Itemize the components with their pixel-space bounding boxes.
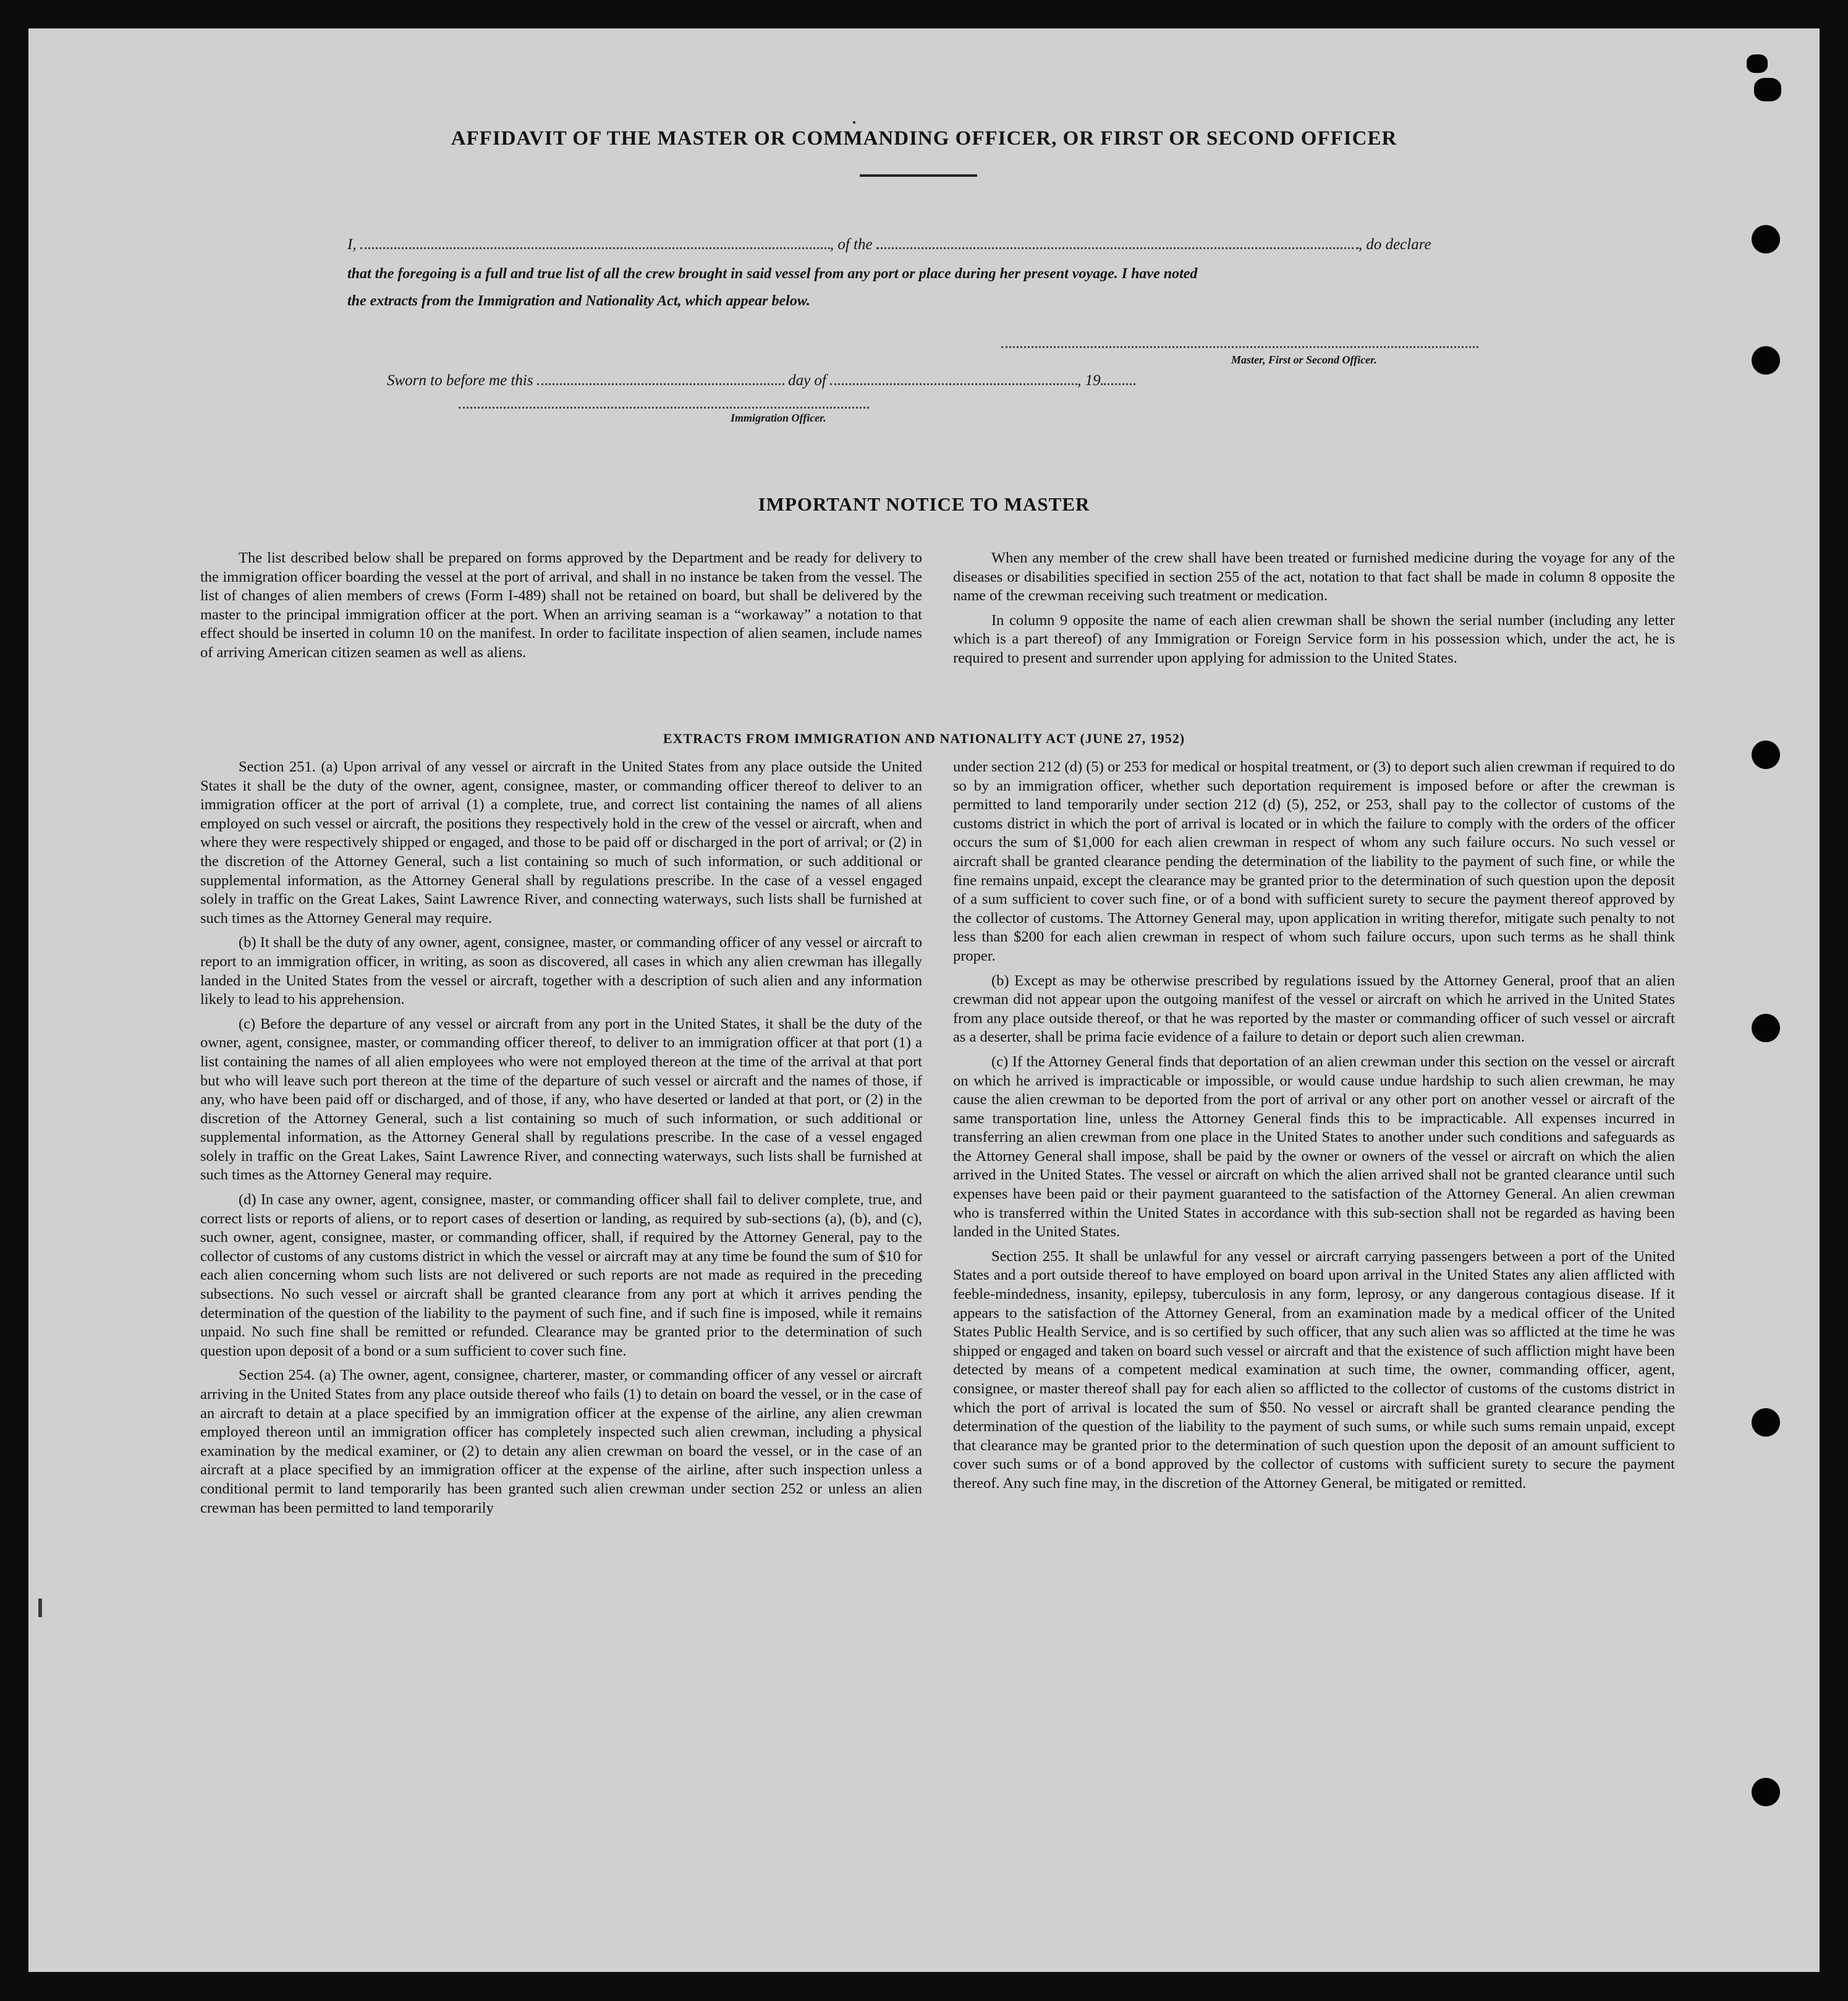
section-251-d: (d) In case any owner, agent, consignee, master, or commanding officer shall fail to deliver complete, true, and correct lists or reports of aliens, or to report cases of desertion or landing, as required by sub-sections (a), (b), and (c), such owner, agent, consignee, master, or commanding officer, shall, if required by the Attorney General, pay to the collector of customs of any customs district in which the vessel or aircraft may at any time be found the sum of $10 for each alien concerning whom such lists are not delivered or such reports are not made as required in the preceding subsections. No such vessel or aircraft shall be granted clearance from any port at which it arrives pending the determination of the question of the liability to the payment of such fine, and if such fine is imposed, while it remains unpaid. No such fine shall be remitted or refunded. Clearance may be granted prior to the determination of such question upon deposit of a bond or a sum sufficient to cover such fine.	[200, 1191, 922, 1359]
binder-hole	[1752, 346, 1780, 375]
corner-blot	[1754, 78, 1781, 101]
binder-hole	[1752, 1014, 1780, 1042]
vessel-field[interactable]	[876, 236, 1358, 249]
extracts-left-column	[200, 758, 922, 1523]
section-251-a: Section 251. (a) Upon arrival of any vessel or aircraft in the United States from any place outside the United States it shall be the duty of the owner, agent, consignee, master, or commanding officer thereof to deliver to an immigration officer at the port of arrival (1) a complete, true, and correct list containing the names of all aliens employed on such vessel or aircraft, the positions they respectively hold in the crew of the vessel or aircraft, when and where they were respectively shipped or engaged, and those to be paid off or discharged in the port of arrival; or (2) in the discretion of the Attorney General, such a list containing so much of such information, or such additional or supplemental information, as the Attorney General shall by regulations prescribe. In the case of a vessel engaged solely in traffic on the Great Lakes, Saint Lawrence River, and connecting waterways, such lists shall be furnished at such times as the Attorney General may require.	[200, 758, 922, 927]
document-page	[28, 28, 1820, 1972]
section-254-a: Section 254. (a) The owner, agent, consignee, charterer, master, or commanding officer of any vessel or aircraft arriving in the United States from any place outside thereof who fails (1) to detain on board the vessel, or in the case of an aircraft to detain at a place specified by an immigration officer at the expense of the airline, any alien crewman employed thereon until an immigration officer has completely inspected such alien crewman, including a physical examination by the medical examiner, or (2) to detain any alien crewman on board the vessel, or in the case of an aircraft at a place specified by an immigration officer at the expense of the airline, after such inspection unless a conditional permit to land temporarily has been granted such alien crewman under section 252 or unless an alien crewman has been permitted to land temporarily	[200, 1367, 922, 1516]
sworn-line	[387, 372, 1555, 389]
section-254-b: (b) Except as may be otherwise prescribed by regulations issued by the Attorney General, proof that an alien crewman did not appear upon the outgoing manifest of the vessel or aircraft on which he arrived in the United States from any place outside thereof, or that he was reported by the master or commanding officer of such vessel or aircraft as a deserter, shall be prima facie evidence of a failure to detain or deport such alien crewman.	[953, 972, 1675, 1046]
scan-mark	[38, 1599, 42, 1617]
declaration-i: I,	[347, 236, 357, 253]
section-254-a-continued: under section 212 (d) (5) or 253 for medical or hospital treatment, or (3) to deport such alien crewman if required to do so by an immigration officer, whether such deportation requirement is imposed before or after the crewman is permitted to land temporarily under section 212 (d) (5), 252, or 253, shall pay to the collector of customs of the customs district in which the port of arrival is located or in which the failure to comply with the orders of the officer occurs the sum of $1,000 for each alien crewman in respect of whom any such failure occurs. No such vessel or aircraft shall be granted clearance pending the determination of the liability to the payment of such fine, or while the fine remains unpaid, except the clearance may be granted prior to the determination of such question upon the deposit of a sum sufficient to cover such fine, or of a bond with sufficient surety to secure the payment thereof approved by the collector of customs. The Attorney General may, upon application in writing therefor, mitigate such penalty to not less than $200 for each alien crewman in respect of whom such failure occurs, upon such terms as he shall think proper.	[953, 758, 1675, 964]
sworn-year-field[interactable]	[1101, 372, 1135, 385]
title-rule	[860, 174, 977, 177]
section-255: Section 255. It shall be unlawful for any vessel or aircraft carrying passengers between a port of the United States and a port outside thereof to have employed on board upon arrival in the United States any alien afflicted with feeble-mindedness, insanity, epilepsy, tuberculosis in any form, leprosy, or any dangerous contagious disease. If it appears to the satisfaction of the Attorney General, from an examination made by a medical officer of the United States Public Health Service, and is so certified by such officer, that any such alien was so afflicted at the time he was shipped or engaged and taken on board such vessel or aircraft and that the existence of such affliction might have been detected by means of a competent medical examination at such time, the owner, commanding officer, agent, consignee, or master thereof shall pay for each alien so afflicted to the collector of customs of the customs district in which the port of arrival is located the sum of $50. No vessel or aircraft shall be granted clearance pending the determination of the question of the liability to the payment of such sums, or while such sums remain unpaid, except that clearance may be granted prior to the determination of such question upon the deposit of an amount sufficient to cover such sums or of a bond approved by the collector of customs with sufficient surety to secure the payment thereof. Any such fine may, in the discretion of the Attorney General, be mitigated or remitted.	[953, 1247, 1675, 1492]
master-signature-caption: Master, First or Second Officer.	[1231, 354, 1377, 366]
notice-title: IMPORTANT NOTICE TO MASTER	[758, 493, 1090, 515]
notice-paragraph: When any member of the crew shall have been treated or furnished medicine during the voyage for any of the diseases or disabilities specified in section 255 of the act, notation to that fact shall be made in column 8 opposite the name of the crewman receiving such treatment or medication.	[953, 550, 1675, 605]
notice-paragraph: The list described below shall be prepared on forms approved by the Department and be ready for delivery to the immigration officer boarding the vessel at the port of arrival, and shall in no instance be taken from the vessel. The list of changes of alien members of crews (Form I-489) shall not be retained on board, but shall be delivered by the master to the principal immigration officer at the port. When an arriving seaman is a “workaway” a notation to that effect should be inserted in column 10 on the manifest. In order to facilitate inspection of alien seamen, include names of arriving American citizen seamen as well as aliens.	[200, 550, 922, 661]
day-of-label: day of	[788, 372, 826, 389]
master-signature-line[interactable]	[1001, 346, 1478, 348]
extracts-right-column	[953, 758, 1675, 1499]
sworn-month-field[interactable]	[830, 372, 1077, 385]
declaration-do-declare: , do declare	[1358, 236, 1431, 253]
declaration-of-the: , of the	[829, 236, 873, 253]
binder-hole	[1752, 1408, 1780, 1437]
sworn-label: Sworn to before me this	[387, 372, 533, 389]
notice-left-column	[200, 549, 922, 668]
corner-blot	[1747, 54, 1768, 73]
section-251-b: (b) It shall be the duty of any owner, agent, consignee, master, or commanding officer of any vessel or aircraft to report to an immigration officer, in writing, as soon as discovered, all cases in which any alien crewman has illegally landed in the United States from the vessel or aircraft, together with a description of such alien and any information likely to lead to his apprehension.	[200, 934, 922, 1008]
binder-hole	[1752, 225, 1780, 253]
name-field[interactable]	[360, 236, 830, 249]
sworn-day-field[interactable]	[537, 372, 784, 385]
declaration-line-2: that the foregoing is a full and true list of all the crew brought in said vessel from any port or place during her present voyage. I have noted	[347, 266, 1198, 282]
binder-hole	[1752, 1778, 1780, 1806]
scan-mark	[853, 121, 855, 124]
section-254-c: (c) If the Attorney General finds that deportation of an alien crewman under this section on the vessel or aircraft on which he arrived is impracticable or impossible, or would cause undue hardship to such alien crewman, he may cause the alien crewman to be deported from the port of arrival or any other port on another vessel or aircraft of the same transportation line, unless the Attorney General finds this to be impracticable. All expenses incurred in transferring an alien crewman from one place in the United States to another under such conditions and safeguards as the Attorney General shall impose, shall be paid by the owner or owners of the vessel or aircraft on which the alien arrived in the United States. The vessel or aircraft on which the alien arrived shall not be granted clearance until such expenses have been paid or their payment guaranteed to the satisfaction of the Attorney General. An alien crewman who is transferred within the United States in accordance with this sub-section shall not be regarded as having been landed in the United States.	[953, 1053, 1675, 1241]
officer-signature-line[interactable]	[459, 407, 869, 409]
year-label: , 19	[1077, 372, 1101, 389]
notice-right-column	[953, 549, 1675, 674]
notice-paragraph: In column 9 opposite the name of each alien crewman shall be shown the serial number (including any letter which is a part thereof) of any Immigration or Foreign Service form in his possession which, under the act, he is required to present and surrender upon applying for admission to the United States.	[953, 611, 1675, 666]
declaration-line-3: the extracts from the Immigration and Nationality Act, which appear below.	[347, 293, 810, 309]
section-251-c: (c) Before the departure of any vessel or aircraft from any port in the United States, it shall be the duty of the owner, agent, consignee, master, or commanding officer thereof, to deliver to an immigration officer at that port (1) a list containing the names of all alien employees who were not employed thereon at the time of the arrival at that port but who will leave such port thereon at the time of the departure of such vessel or aircraft and the names of those, if any, who have been paid off or discharged, and of those, if any, who have deserted or landed at that port, or (2) in the discretion of the Attorney General, such a list containing so much of such information, or such additional or supplemental information, as the Attorney General shall by regulations prescribe. In the case of a vessel engaged solely in traffic on the Great Lakes, Saint Lawrence River, and connecting waterways, such lists shall be furnished at such times as the Attorney General may require.	[200, 1015, 922, 1184]
extracts-title: EXTRACTS FROM IMMIGRATION AND NATIONALITY ACT (JUNE 27, 1952)	[663, 731, 1185, 746]
officer-signature-caption: Immigration Officer.	[731, 412, 826, 424]
affidavit-title: AFFIDAVIT OF THE MASTER OR COMMANDING OFFICER, OR FIRST OR SECOND OFFICER	[451, 127, 1397, 150]
declaration-line-1	[347, 236, 1515, 253]
